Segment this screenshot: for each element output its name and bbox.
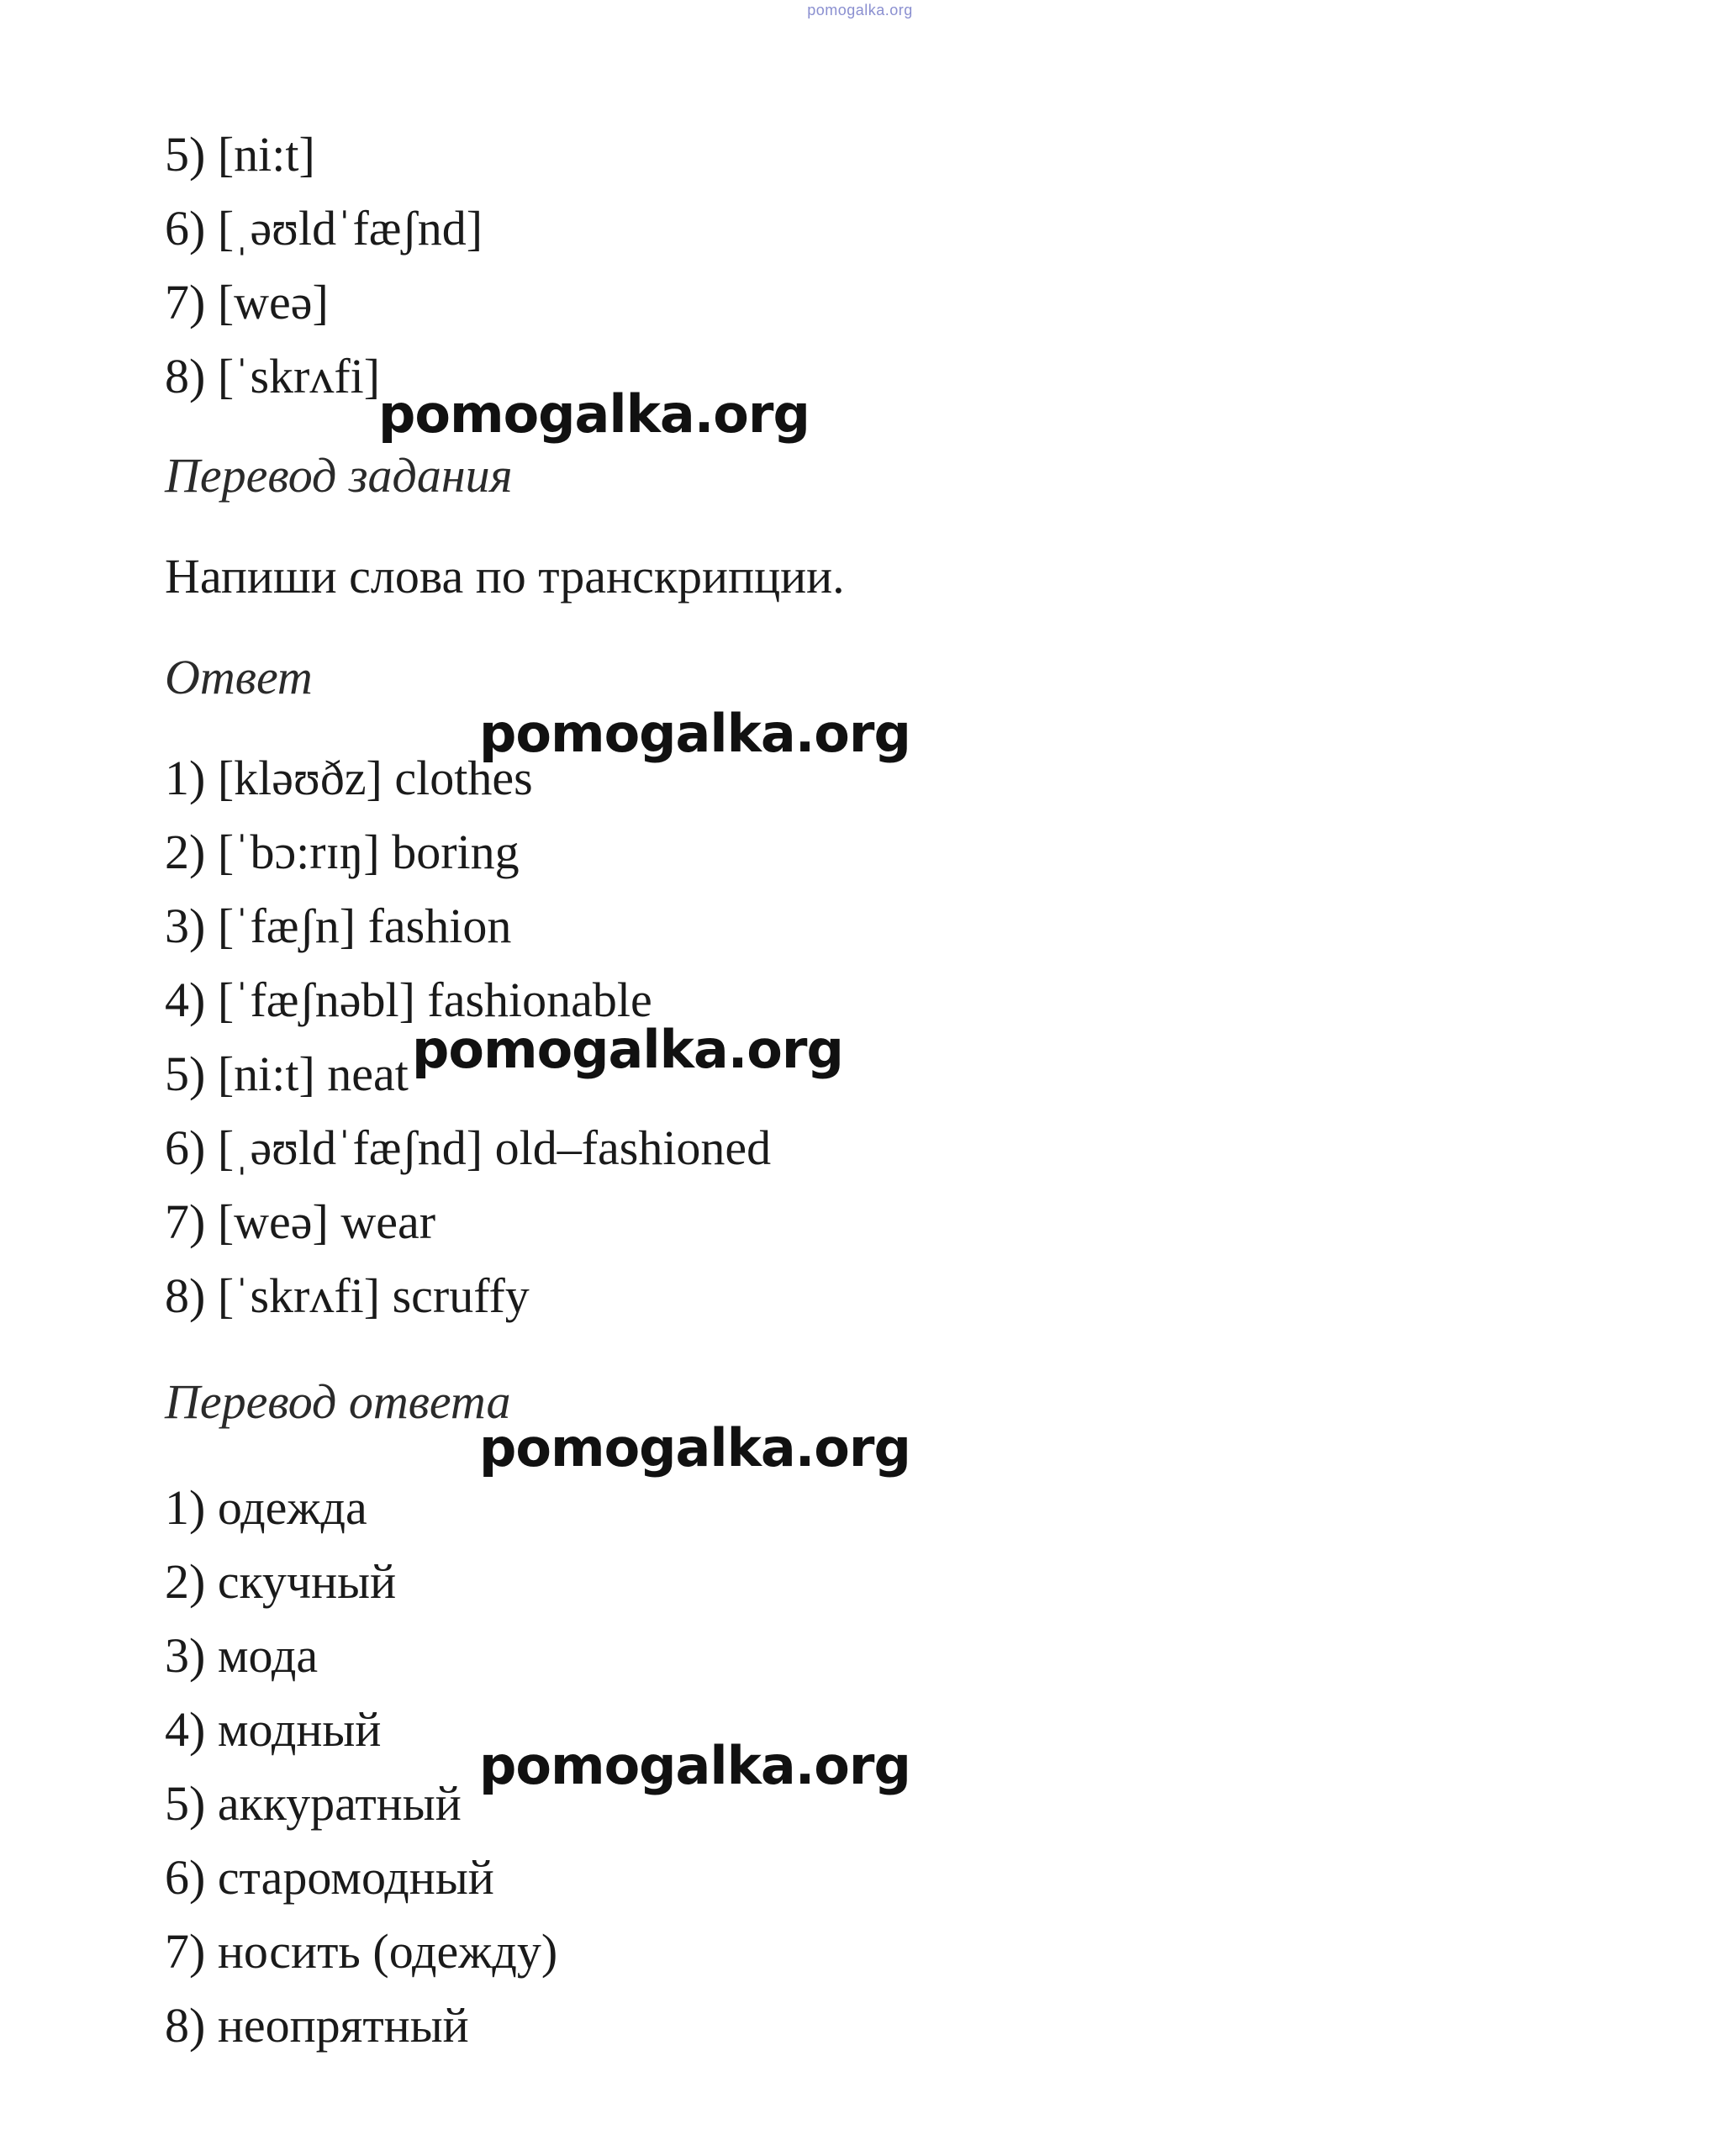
top-watermark: pomogalka.org: [807, 2, 913, 18]
answer-translation-item: 7) носить (одежду): [165, 1924, 558, 1979]
answer-translation-item: 3) мода: [165, 1628, 319, 1683]
answer-item: 5) [ni:t] neat: [165, 1046, 409, 1101]
answer-translation-item: 1) одежда: [165, 1480, 367, 1535]
answer-translation-item: 4) модный: [165, 1702, 382, 1757]
answer-item: 8) [ˈskrʌfi] scruffy: [165, 1268, 530, 1323]
answer-translation-item: 8) неопрятный: [165, 1998, 469, 2053]
answer-translation-heading: Перевод ответа: [165, 1374, 511, 1429]
answer-translation-item: 5) аккуратный: [165, 1776, 462, 1831]
watermark: pomogalka.org: [412, 1019, 843, 1080]
task-item: 7) [weə]: [165, 275, 329, 329]
task-item: 5) [ni:t]: [165, 127, 315, 182]
task-item: 8) [ˈskrʌfi]: [165, 349, 381, 403]
answer-item: 4) [ˈfæʃnəbl] fashionable: [165, 973, 652, 1027]
task-item: 6) [ˌəʊldˈfæʃnd]: [165, 201, 483, 256]
answer-heading: Ответ: [165, 650, 313, 704]
task-translation-text: Напиши слова по транскрипции.: [165, 549, 845, 604]
task-translation-heading: Перевод задания: [165, 448, 513, 503]
answer-translation-item: 2) скучный: [165, 1554, 397, 1609]
answer-item: 2) [ˈbɔ:rɪŋ] boring: [165, 825, 520, 879]
answer-item: 3) [ˈfæʃn] fashion: [165, 899, 512, 953]
watermark: pomogalka.org: [479, 703, 910, 764]
answer-item: 1) [kləʊðz] clothes: [165, 751, 533, 805]
answer-item: 6) [ˌəʊldˈfæʃnd] old–fashioned: [165, 1120, 772, 1175]
watermark: pomogalka.org: [479, 1417, 910, 1479]
watermark: pomogalka.org: [479, 1735, 910, 1796]
answer-translation-item: 6) старомодный: [165, 1850, 494, 1905]
answer-item: 7) [weə] wear: [165, 1194, 436, 1249]
watermark: pomogalka.org: [378, 383, 810, 445]
